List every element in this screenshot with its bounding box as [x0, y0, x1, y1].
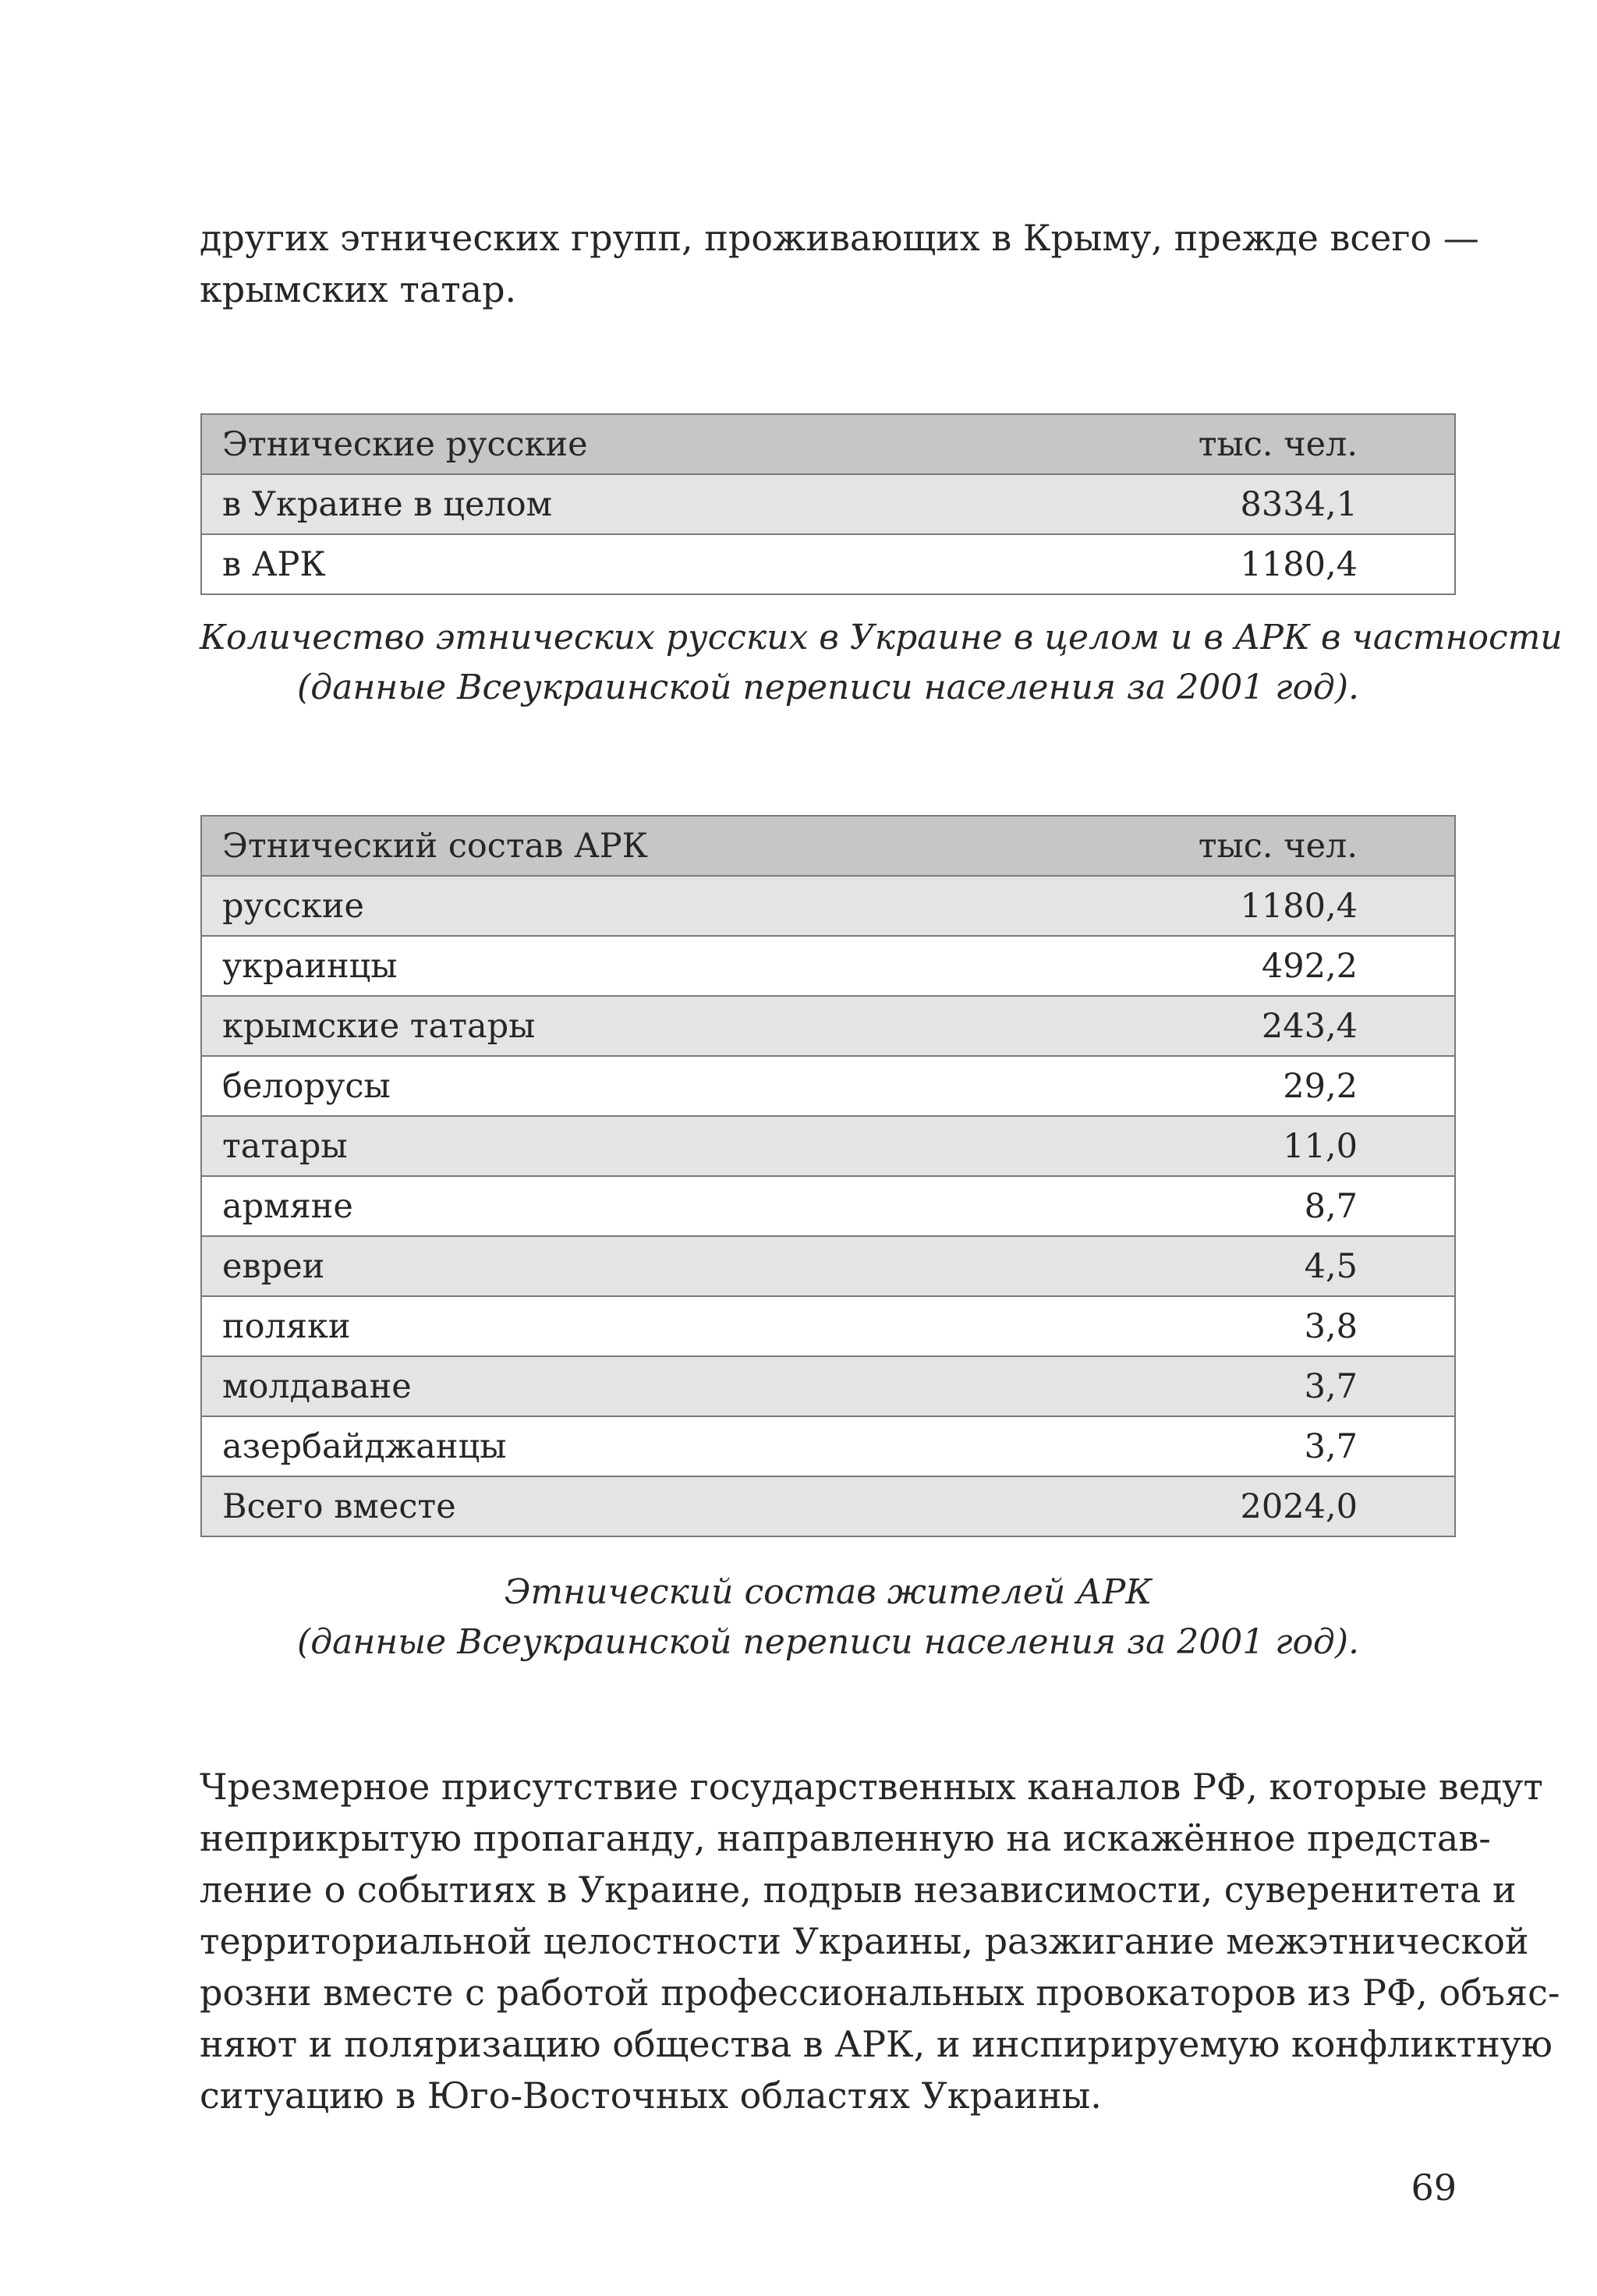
table-row: [201, 534, 1455, 594]
row-value: 29,2: [1030, 1056, 1455, 1116]
row-value: 492,2: [1030, 936, 1455, 996]
row-value: 4,5: [1030, 1236, 1455, 1296]
text-line: территориальной целостности Украины, разжигание межэтнической: [200, 1920, 1529, 1962]
row-value: 3,7: [1030, 1356, 1455, 1416]
caption-line: (данные Всеукраинской переписи населения за 2001 год).: [297, 668, 1359, 707]
row-label: азербайджанцы: [201, 1416, 1030, 1476]
table-header-label: Этнический состав АРК: [201, 816, 1030, 876]
row-value: 8334,1: [1030, 474, 1455, 534]
table-header-row: [201, 414, 1455, 474]
table-row: [201, 1236, 1455, 1296]
row-value: 1180,4: [1030, 534, 1455, 594]
row-value: 243,4: [1030, 996, 1455, 1056]
caption-line: (данные Всеукраинской переписи населения за 2001 год).: [297, 1622, 1359, 1662]
table-header-label: Этнические русские: [201, 414, 1030, 474]
body-paragraph: [200, 1761, 1560, 2121]
row-value: 3,8: [1030, 1296, 1455, 1356]
text-line: ситуацию в Юго-Восточных областях Украины.: [200, 2075, 1102, 2117]
table-caption: [200, 613, 1563, 713]
row-label: поляки: [201, 1296, 1030, 1356]
row-label: армяне: [201, 1176, 1030, 1236]
row-label: Всего вместе: [201, 1476, 1030, 1536]
row-label: татары: [201, 1116, 1030, 1176]
row-label: белорусы: [201, 1056, 1030, 1116]
table-row: [201, 876, 1455, 936]
table-row: [201, 1056, 1455, 1116]
text-line: няют и поляризацию общества в АРК, и инспирируемую конфликтную: [200, 2023, 1553, 2065]
row-label: русские: [201, 876, 1030, 936]
text-line: ление о событиях в Украине, подрыв независимости, суверенитета и: [200, 1869, 1517, 1911]
text-line: Чрезмерное присутствие государственных каналов РФ, которые ведут: [200, 1766, 1543, 1808]
row-label: крымские татары: [201, 996, 1030, 1056]
row-value: 2024,0: [1030, 1476, 1455, 1536]
text-line: крымских татар.: [200, 268, 517, 310]
table-caption: [200, 1568, 1457, 1667]
table-total-row: [201, 1476, 1455, 1536]
table-row: [201, 1416, 1455, 1476]
row-label: молдаване: [201, 1356, 1030, 1416]
table-row: [201, 936, 1455, 996]
table-header-unit: тыс. чел.: [1030, 816, 1455, 876]
table-row: [201, 1116, 1455, 1176]
table-row: [201, 474, 1455, 534]
table-header-row: [201, 816, 1455, 876]
table-row: [201, 996, 1455, 1056]
table-header-unit: тыс. чел.: [1030, 414, 1455, 474]
intro-paragraph: [200, 212, 1479, 315]
ethnic-russians-table: [200, 413, 1456, 595]
table-row: [201, 1176, 1455, 1236]
table-row: [201, 1296, 1455, 1356]
row-value: 8,7: [1030, 1176, 1455, 1236]
text-line: других этнических групп, проживающих в Крыму, прежде всего —: [200, 217, 1479, 259]
row-value: 1180,4: [1030, 876, 1455, 936]
row-label: в Украине в целом: [201, 474, 1030, 534]
table-row: [201, 1356, 1455, 1416]
caption-line: Количество этнических русских в Украине в целом и в АРК в частности: [200, 618, 1563, 657]
ethnic-composition-table: [200, 815, 1456, 1537]
text-line: неприкрытую пропаганду, направленную на искажённое представ-: [200, 1817, 1491, 1859]
row-label: в АРК: [201, 534, 1030, 594]
text-line: розни вместе с работой профессиональных провокаторов из РФ, объяс-: [200, 1972, 1560, 2014]
caption-line: Этнический состав жителей АРК: [504, 1572, 1153, 1612]
row-label: украинцы: [201, 936, 1030, 996]
page-number: 69: [1411, 2167, 1457, 2209]
row-value: 3,7: [1030, 1416, 1455, 1476]
row-value: 11,0: [1030, 1116, 1455, 1176]
row-label: евреи: [201, 1236, 1030, 1296]
